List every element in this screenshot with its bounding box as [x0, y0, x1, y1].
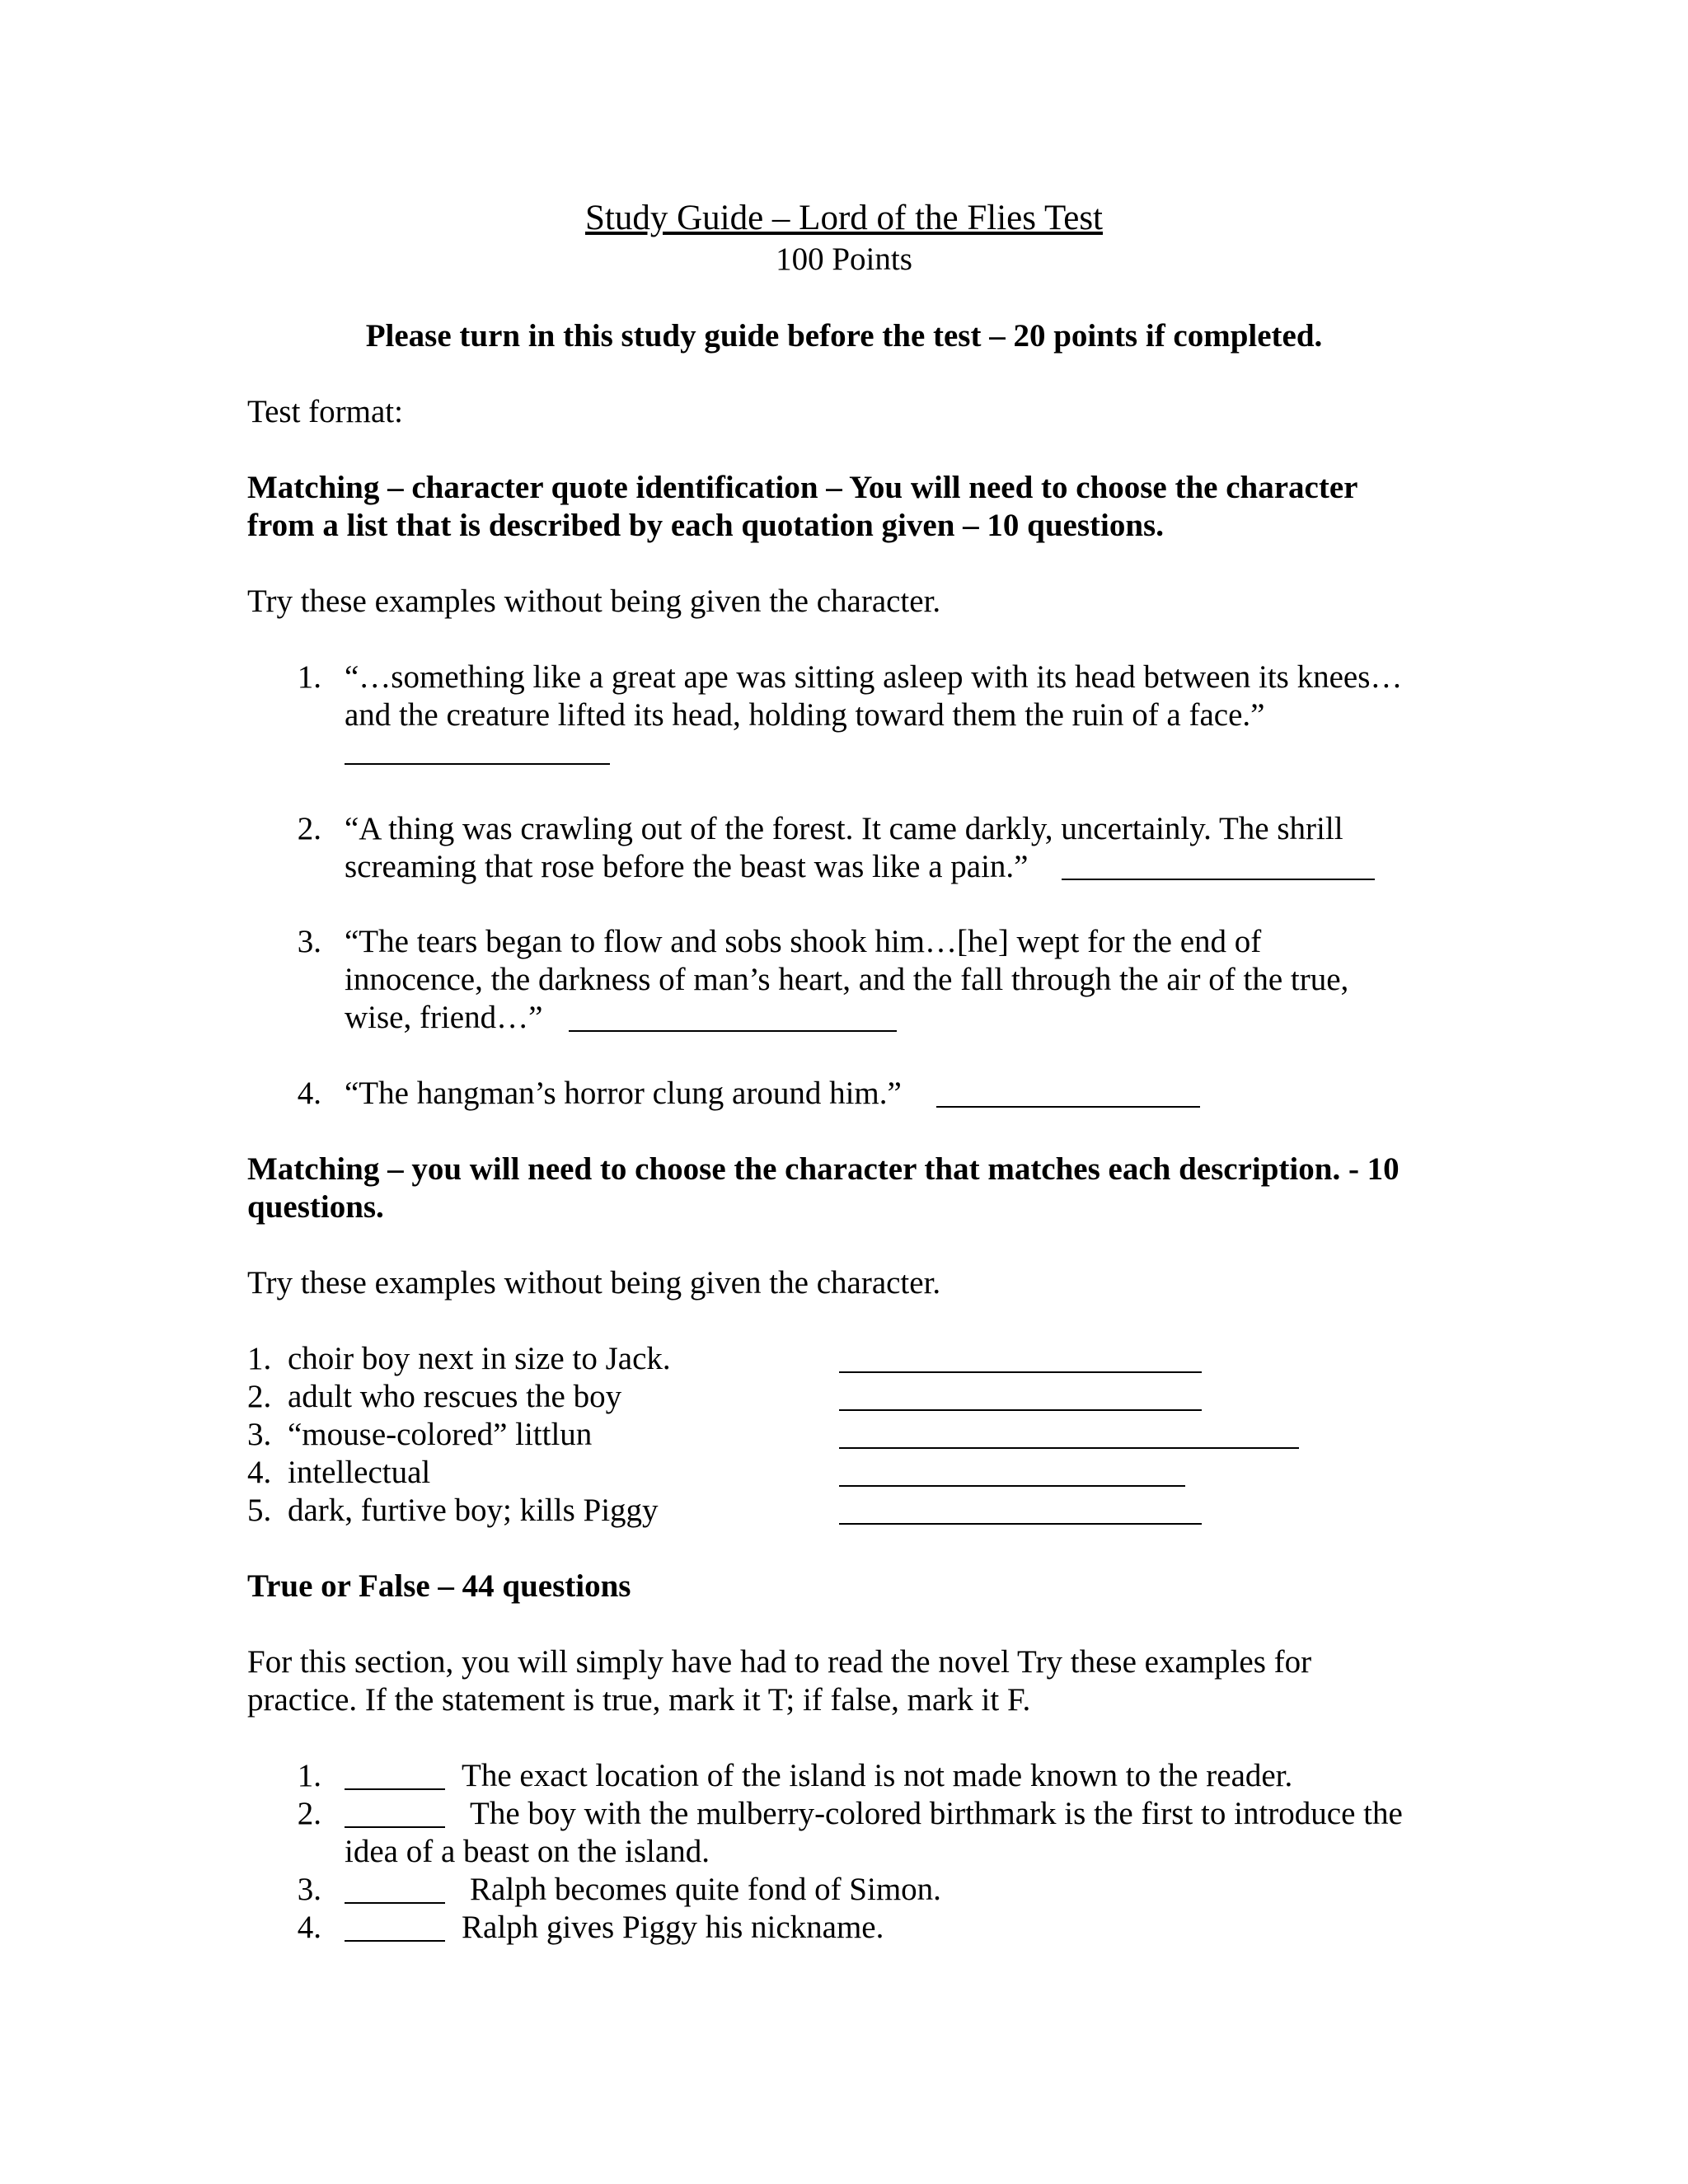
tf-2-text: The boy with the mulberry-colored birthmark is the first to introduce the: [470, 1796, 1403, 1831]
description-1-answer-blank[interactable]: [839, 1371, 1202, 1373]
quote-4-answer-blank[interactable]: [936, 1106, 1200, 1108]
section2-instruction: Try these examples without being given the character.: [247, 1265, 941, 1301]
quote-4-line1: “The hangman’s horror clung around him.”: [345, 1076, 902, 1111]
points-label: 100 Points: [776, 241, 912, 277]
section3-instruction-line1: For this section, you will simply have had to read the novel Try these examples for: [247, 1644, 1312, 1680]
section1-instruction: Try these examples without being given the character.: [247, 583, 941, 619]
quote-2-number: 2.: [297, 811, 321, 846]
quote-3-line3: wise, friend…”: [345, 1000, 543, 1035]
description-5-text: dark, furtive boy; kills Piggy: [288, 1493, 659, 1528]
description-3-text: “mouse-colored” littlun: [288, 1417, 593, 1452]
quote-1-number: 1.: [297, 659, 321, 695]
turn-in-notice: Please turn in this study guide before the test – 20 points if completed.: [365, 318, 1323, 354]
tf-1-answer-blank[interactable]: [345, 1788, 445, 1790]
description-5-answer-blank[interactable]: [839, 1523, 1202, 1525]
tf-4-text: Ralph gives Piggy his nickname.: [462, 1910, 884, 1945]
tf-2-text-continued: idea of a beast on the island.: [345, 1834, 710, 1869]
tf-4-answer-blank[interactable]: [345, 1940, 445, 1942]
quote-3-line1: “The tears began to flow and sobs shook him…[he] wept for the end of: [345, 924, 1262, 959]
quote-1-answer-blank[interactable]: [345, 763, 610, 765]
test-format-label: Test format:: [247, 394, 403, 429]
quote-3-answer-blank[interactable]: [569, 1030, 897, 1032]
quote-3-line2: innocence, the darkness of man’s heart, and the fall through the air of the true,: [345, 962, 1349, 997]
tf-3-text: Ralph becomes quite fond of Simon.: [470, 1872, 941, 1907]
description-2-text: adult who rescues the boy: [288, 1379, 622, 1414]
tf-1-text: The exact location of the island is not made known to the reader.: [462, 1758, 1293, 1793]
page-title: Study Guide – Lord of the Flies Test: [584, 199, 1103, 237]
description-5-number: 5.: [247, 1493, 272, 1528]
description-3-answer-blank[interactable]: [839, 1447, 1299, 1449]
tf-3-number: 3.: [297, 1872, 321, 1907]
section2-heading-line2: questions.: [247, 1189, 384, 1225]
tf-3-answer-blank[interactable]: [345, 1902, 445, 1904]
section1-heading-line1: Matching – character quote identification – You will need to choose the character: [247, 470, 1358, 505]
quote-2-line1: “A thing was crawling out of the forest. It came darkly, uncertainly. The shrill: [345, 811, 1343, 846]
quote-3-number: 3.: [297, 924, 321, 959]
tf-2-answer-blank[interactable]: [345, 1826, 445, 1828]
quote-2-answer-blank[interactable]: [1062, 879, 1375, 880]
quote-1-line1: “…something like a great ape was sitting asleep with its head between its knees…: [345, 659, 1403, 695]
quote-1-line2: and the creature lifted its head, holding toward them the ruin of a face.”: [345, 697, 1265, 733]
description-1-text: choir boy next in size to Jack.: [288, 1341, 671, 1376]
section3-heading: True or False – 44 questions: [247, 1568, 631, 1604]
tf-4-number: 4.: [297, 1910, 321, 1945]
tf-1-number: 1.: [297, 1758, 321, 1793]
description-2-number: 2.: [247, 1379, 272, 1414]
description-2-answer-blank[interactable]: [839, 1409, 1202, 1411]
description-3-number: 3.: [247, 1417, 272, 1452]
quote-2-line2: screaming that rose before the beast was like a pain.”: [345, 849, 1029, 884]
description-4-number: 4.: [247, 1455, 272, 1490]
section2-heading-line1: Matching – you will need to choose the character that matches each description. - 10: [247, 1151, 1400, 1187]
description-4-text: intellectual: [288, 1455, 431, 1490]
description-1-number: 1.: [247, 1341, 272, 1376]
quote-4-number: 4.: [297, 1076, 321, 1111]
section1-heading-line2: from a list that is described by each quotation given – 10 questions.: [247, 508, 1164, 543]
tf-2-number: 2.: [297, 1796, 321, 1831]
description-4-answer-blank[interactable]: [839, 1485, 1185, 1487]
section3-instruction-line2: practice. If the statement is true, mark it T; if false, mark it F.: [247, 1682, 1031, 1718]
